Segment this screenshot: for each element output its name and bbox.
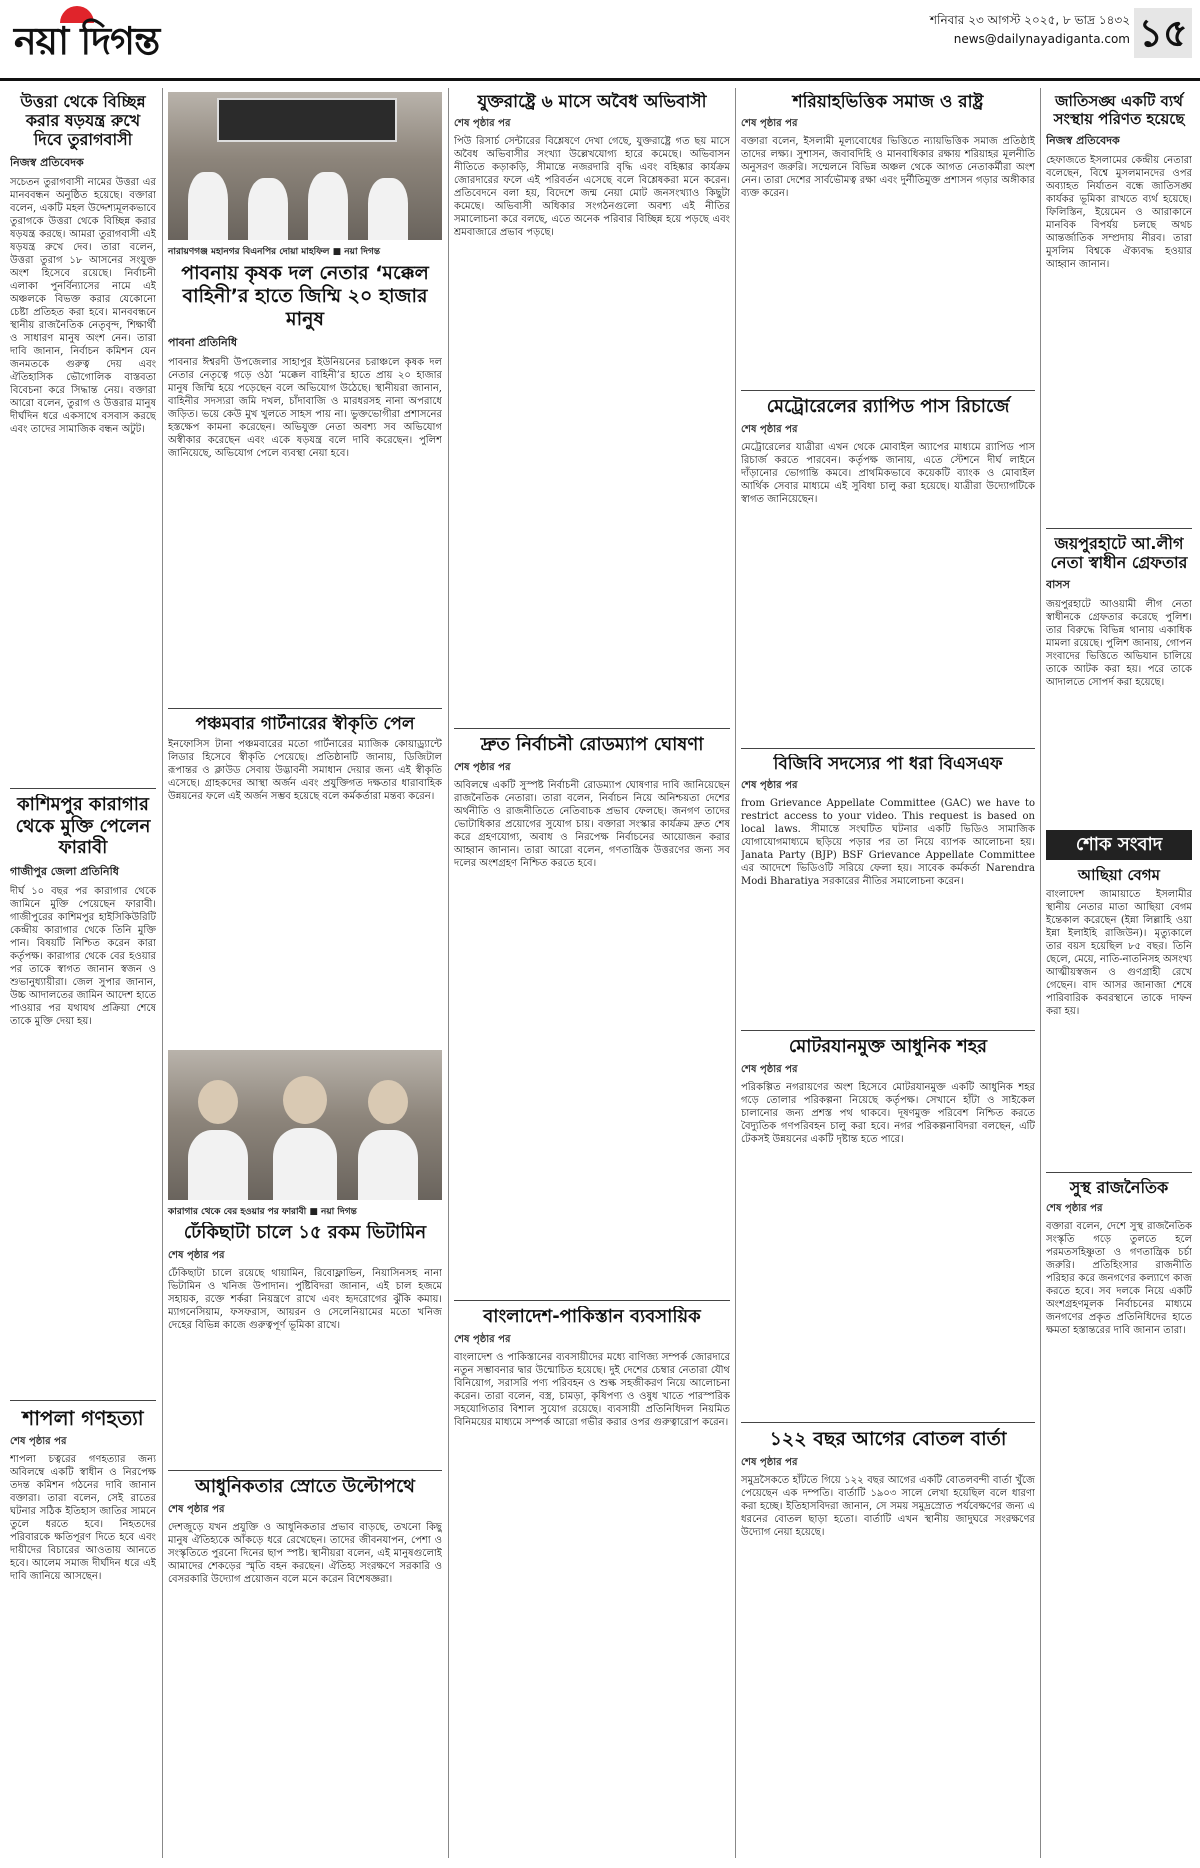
headline: ঢেঁকিছাটা চালে ১৫ রকম ভিটামিন xyxy=(183,1222,427,1243)
headline: আছিয়া বেগম xyxy=(1078,866,1160,884)
byline: গাজীপুর জেলা প্রতিনিধি xyxy=(10,864,119,878)
headline: আধুনিকতার স্রোতে উল্টোপথে xyxy=(195,1476,415,1497)
headline: পাবনায় কৃষক দল নেতার ‘মক্কেল বাহিনী’র হাতে জিম্মি ২০ হাজার মানুষ xyxy=(181,262,429,330)
article-body: ঢেঁকিছাটা চালে রয়েছে থায়ামিন, রিবোফ্লাভিন, নিয়াসিনসহ নানা ভিটামিন ও খনিজ উপাদান। পুষ্টিবিদরা জানান, এই চাল হজমে সহায়ক, রক্তে শর্করা নিয়ন্ত্রণে রাখে এবং হৃদরোগের ঝুঁকি কমায়। ম্যাগনেসিয়াম, ফসফরাস, আয়রন ও সেলেনিয়ামের মতো খনিজ দেহের বিভিন্ন কাজে গুরুত্বপূর্ণ ভূমিকা রাখে। xyxy=(168,1267,442,1331)
photo-person xyxy=(368,178,408,240)
section-divider xyxy=(168,708,442,709)
section-divider xyxy=(168,1470,442,1471)
article-shapla xyxy=(10,1406,156,1858)
article-body: অবিলম্বে একটি সুস্পষ্ট নির্বাচনী রোডম্যাপ ঘোষণার দাবি জানিয়েছেন রাজনৈতিক নেতারা। তারা বলেন, নির্বাচন নিয়ে অনিশ্চয়তা দেশের অর্থনীতি ও রাজনীতিতে নেতিবাচক প্রভাব ফেলছে। জনগণ তাদের ভোটাধিকার প্রয়োগের সুযোগ চায়। বক্তারা সংস্কার কার্যক্রম দ্রুত শেষ করে গ্রহণযোগ্য, অবাধ ও নিরপেক্ষ নির্বাচনের আয়োজন করার আহ্বান জানান। তারা আরো বলেন, গণতান্ত্রিক উত্তরণের জন্য সব দলের অংশগ্রহণ নিশ্চিত করতে হবে। xyxy=(454,779,730,869)
headline: মোটরযানমুক্ত আধুনিক শহর xyxy=(788,1036,988,1057)
article-body: দেশজুড়ে যখন প্রযুক্তি ও আধুনিকতার প্রভাব বাড়ছে, তখনো কিছু মানুষ ঐতিহ্যকে আঁকড়ে ধরে রেখেছেন। তাদের জীবনযাপন, পেশা ও সংস্কৃতিতে পুরনো দিনের ছাপ স্পষ্ট। স্থানীয়রা বলেন, এই মানুষগুলোই আমাদের শেকড়ের স্মৃতি বহন করছেন। ঐতিহ্য সংরক্ষণে সরকারি ও বেসরকারি উদ্যোগ প্রয়োজন বলে মনে করেন বিশেষজ্ঞরা। xyxy=(168,1521,442,1585)
byline: বাসস xyxy=(1046,578,1070,592)
photo-person xyxy=(308,172,348,240)
article-body: বাংলাদেশ ও পাকিস্তানের ব্যবসায়ীদের মধ্যে বাণিজ্য সম্পর্ক জোরদারে নতুন সম্ভাবনার দ্বার উন্মোচিত হয়েছে। দুই দেশের চেম্বার নেতারা যৌথ বিনিয়োগ, সরাসরি পণ্য পরিবহন ও শুল্ক সহজীকরণ নিয়ে আলোচনা করেন। তারা বলেন, বস্ত্র, চামড়া, কৃষিপণ্য ও ওষুধ খাতে পারস্পরিক সহযোগিতার বিশাল সুযোগ রয়েছে। ব্যবসায়ী প্রতিনিধিদল নিয়মিত বিনিময়ের মাধ্যমে সম্পর্ক আরো গভীর করার ওপর গুরুত্বারোপ করেন। xyxy=(454,1351,730,1428)
section-divider xyxy=(10,1400,156,1401)
headline: জয়পুরহাটে আ.লীগ নেতা স্বাধীন গ্রেফতার xyxy=(1050,534,1188,573)
article-adhunikota xyxy=(168,1476,442,1858)
article-body: জয়পুরহাটে আওয়ামী লীগ নেতা স্বাধীনকে গ্রেফতার করেছে পুলিশ। তার বিরুদ্ধে বিভিন্ন থানায় একাধিক মামলা রয়েছে। পুলিশ জানায়, গোপন সংবাদের ভিত্তিতে অভিযান চালিয়ে তাকে আটক করা হয়। পরে তাকে আদালতে সোপর্দ করা হয়েছে। xyxy=(1046,599,1192,689)
section-divider xyxy=(10,788,156,789)
article-body: পাবনার ঈশ্বরদী উপজেলার সাহাপুর ইউনিয়নের চরাঞ্চলে কৃষক দল নেতার নেতৃত্বে গড়ে ওঠা ‘মক্কেল বাহিনী’র হাতে প্রায় ২০ হাজার মানুষ জিম্মি হয়ে পড়েছেন বলে অভিযোগ উঠেছে। স্থানীয়রা জানান, বাহিনীর সদস্যরা জমি দখল, চাঁদাবাজি ও মারধরসহ নানা অপরাধে জড়িত। ভয়ে কেউ মুখ খুলতে সাহস পায় না। ভুক্তভোগীরা প্রশাসনের হস্তক্ষেপ কামনা করেছেন। অভিযুক্ত নেতা অবশ্য সব অভিযোগ অস্বীকার করেছেন এবং একে ষড়যন্ত্র বলে দাবি করেছেন। পুলিশ জানিয়েছে, অভিযোগ পেলে ব্যবস্থা নেয়া হবে। xyxy=(168,357,442,460)
headline: বিজিবি সদস্যের পা ধরা বিএসএফ xyxy=(773,754,1003,774)
article-obituary xyxy=(1046,866,1192,1166)
article-bottle-message xyxy=(741,1428,1035,1858)
issue-date: শনিবার ২৩ আগস্ট ২০২৫, ৮ ভাদ্র ১৪৩২ xyxy=(929,13,1130,27)
article-joypurhat-arrest xyxy=(1046,534,1192,824)
article-body: সচেতন তুরাগবাসী নামের উত্তরা এর মানববন্ধন অনুষ্ঠিত হয়েছে। বক্তারা বলেন, একটি মহল উদ্দেশ্যমূলকভাবে তুরাগকে উত্তরা থেকে বিচ্ছিন্ন করার ষড়যন্ত্র করছে। আমরা তুরাগবাসী এই ষড়যন্ত্র রুখে দেব। তারা বলেন, উত্তরা তুরাগ ১৮ আসনের সংযুক্ত অংশ হিসেবে রয়েছে। নির্বাচনী এলাকা পুনর্বিন্যাসের নামে এই অঞ্চলকে বিভক্ত করার যেকোনো চেষ্টা প্রতিহত করা হবে। মানববন্ধনে স্থানীয় রাজনৈতিক নেতৃবৃন্দ, শিক্ষার্থী ও সাধারণ মানুষ অংশ নেন। তারা দাবি জানান, নির্বাচন কমিশন যেন জনমতকে গুরুত্ব দেয় এবং ঐতিহাসিক ভৌগোলিক বাস্তবতা বিবেচনা করে সিদ্ধান্ত নেয়। বক্তারা আরো বলেন, তুরাগ ও উত্তরার মানুষ দীর্ঘদিন ধরে একসাথে বসবাস করছে এবং তাদের সামাজিক বন্ধন অটুট। xyxy=(10,176,156,435)
photo-person xyxy=(198,1080,238,1124)
headline: সুস্থ রাজনৈতিক xyxy=(1069,1178,1169,1197)
column-divider xyxy=(1040,88,1041,1858)
article-body: পরিকল্পিত নগরায়ণের অংশ হিসেবে মোটরযানমুক্ত একটি আধুনিক শহর গড়ে তোলার পরিকল্পনা নিয়েছে কর্তৃপক্ষ। সেখানে হাঁটা ও সাইকেল চালানোর জন্য প্রশস্ত পথ থাকবে। দূষণমুক্ত পরিবেশ নিশ্চিত করতে বৈদ্যুতিক গণপরিবহন চালু করা হবে। নগর পরিকল্পনাবিদরা বলছেন, এটি টেকসই উন্নয়নের একটি দৃষ্টান্ত হতে পারে। xyxy=(741,1081,1035,1145)
article-body: বক্তারা বলেন, ইসলামী মূল্যবোধের ভিত্তিতে ন্যায়ভিত্তিক সমাজ প্রতিষ্ঠাই তাদের লক্ষ্য। সুশাসন, জবাবদিহি ও মানবাধিকার রক্ষায় শরিয়াহর মূলনীতি অনুসরণ জরুরি। সম্মেলনে বিভিন্ন অঞ্চল থেকে আগত নেতাকর্মীরা অংশ নেন। তারা দেশের সার্বভৌমত্ব রক্ষা এবং দুর্নীতিমুক্ত প্রশাসন গড়ার অঙ্গীকার ব্যক্ত করেন। xyxy=(741,136,1035,200)
section-divider xyxy=(741,748,1035,749)
continuation-label: শেষ পৃষ্ঠার পর xyxy=(168,1503,225,1515)
article-election-roadmap xyxy=(454,734,730,1294)
photo-doa-mahfil xyxy=(168,92,442,240)
headline: উত্তরা থেকে বিচ্ছিন্ন করার ষড়যন্ত্র রুখে দিবে তুরাগবাসী xyxy=(20,92,146,150)
article-body: বাংলাদেশ জামায়াতে ইসলামীর স্থানীয় নেতার মাতা আছিয়া বেগম ইন্তেকাল করেছেন (ইন্না লিল্লাহি ওয়া ইন্না ইলাইহি রাজিউন)। মৃত্যুকালে তার বয়স হয়েছিল ৮৫ বছর। তিনি ছেলে, মেয়ে, নাতি-নাতনিসহ অসংখ্য আত্মীয়স্বজন ও গুণগ্রাহী রেখে গেছেন। বাদ আসর জানাজা শেষে পারিবারিক কবরস্থানে তাকে দাফন করা হয়। xyxy=(1046,889,1192,1017)
article-healthy-politics xyxy=(1046,1178,1192,1858)
continuation-label: শেষ পৃষ্ঠার পর xyxy=(741,1063,798,1075)
section-divider xyxy=(454,728,730,729)
article-turag xyxy=(10,92,156,780)
headline: পঞ্চমবার গার্টনারের স্বীকৃতি পেল xyxy=(195,714,415,734)
continuation-label: শেষ পৃষ্ঠার পর xyxy=(741,118,798,130)
continuation-label: শেষ পৃষ্ঠার পর xyxy=(454,118,511,130)
article-body: দীর্ঘ ১০ বছর পর কারাগার থেকে জামিনে মুক্তি পেয়েছেন ফারাবী। গাজীপুরের কাশিমপুর হাইসিকিউরিটি কেন্দ্রীয় কারাগার থেকে তিনি মুক্তি পান। বিষয়টি নিশ্চিত করেন কারা কর্তৃপক্ষ। কারাগার থেকে বের হওয়ার পর তাকে স্বাগত জানান স্বজন ও শুভানুধ্যায়ীরা। জেল সুপার জানান, উচ্চ আদালতের জামিন আদেশ হাতে পাওয়ার পর যথাযথ প্রক্রিয়া শেষে তাকে মুক্তি দেয়া হয়। xyxy=(10,885,156,1027)
photo-person xyxy=(188,1130,248,1200)
continuation-label: শেষ পৃষ্ঠার পর xyxy=(168,1249,225,1261)
photo-caption: নারায়ণগঞ্জ মহানগর বিএনপির দোয়া মাহফিল ■ নয়া দিগন্ত xyxy=(168,247,381,257)
continuation-label: শেষ পৃষ্ঠার পর xyxy=(1046,1203,1103,1215)
column-divider xyxy=(448,88,449,1858)
article-un-failed xyxy=(1046,92,1192,522)
headline: শাপলা গণহত্যা xyxy=(22,1406,144,1430)
article-body: মেট্রোরেলের যাত্রীরা এখন থেকে মোবাইল অ্যাপের মাধ্যমে র‍্যাপিড পাস রিচার্জ করতে পারবেন। কর্তৃপক্ষ জানায়, এতে স্টেশনে দীর্ঘ লাইনে দাঁড়ানোর ভোগান্তি কমবে। প্রাথমিকভাবে কয়েকটি ব্যাংক ও মোবাইল আর্থিক সেবার মাধ্যমে এই সুবিধা চালু করা হয়েছে। যাত্রীরা উদ্যোগটিকে স্বাগত জানিয়েছেন। xyxy=(741,441,1035,505)
headline: জাতিসঙ্ঘ একটি ব্যর্থ সংস্থায় পরিণত হয়েছে xyxy=(1053,92,1185,128)
article-usa-immigrants xyxy=(454,92,730,722)
byline: নিজস্ব প্রতিবেদক xyxy=(10,155,84,169)
section-divider xyxy=(741,390,1035,391)
article-body: শাপলা চত্বরের গণহত্যার জন্য অবিলম্বে একটি স্বাধীন ও নিরপেক্ষ তদন্ত কমিশন গঠনের দাবি জানান বক্তারা। তারা বলেন, সেই রাতের ঘটনার সঠিক ইতিহাস জাতির সামনে তুলে ধরতে হবে। নিহতদের পরিবারকে ক্ষতিপূরণ দিতে হবে এবং দায়ীদের বিচারের আওতায় আনতে হবে। আলেম সমাজ দীর্ঘদিন ধরে এই দাবি জানিয়ে আসছেন। xyxy=(10,1454,156,1582)
photo-person xyxy=(368,1080,408,1124)
continuation-label: শেষ পৃষ্ঠার পর xyxy=(454,761,511,773)
continuation-label: শেষ পৃষ্ঠার পর xyxy=(741,423,798,435)
masthead xyxy=(0,0,1200,81)
continuation-label: শেষ পৃষ্ঠার পর xyxy=(10,1436,67,1447)
headline: মেট্রোরেলের র‍্যাপিড পাস রিচার্জে xyxy=(766,396,1010,417)
section-divider xyxy=(1046,1172,1192,1173)
article-pabna xyxy=(168,262,442,702)
photo-person xyxy=(248,178,288,240)
byline: নিজস্ব প্রতিবেদক xyxy=(1046,134,1120,147)
article-car-free-city xyxy=(741,1036,1035,1416)
article-metro-rapid-pass xyxy=(741,396,1035,742)
photo-banner xyxy=(217,98,396,142)
article-shariah xyxy=(741,92,1035,384)
article-dhekichata xyxy=(168,1222,442,1462)
article-gartner xyxy=(168,714,442,1044)
section-divider xyxy=(1046,528,1192,529)
headline: শরিয়াহভিত্তিক সমাজ ও রাষ্ট্র xyxy=(792,92,984,112)
photo-person xyxy=(188,172,228,240)
news-email: news@dailynayadiganta.com xyxy=(953,32,1130,46)
photo-caption: কারাগার থেকে বের হওয়ার পর ফারাবী ■ নয়া দিগন্ত xyxy=(168,1207,357,1217)
column-divider xyxy=(735,88,736,1858)
obituary-header: শোক সংবাদ xyxy=(1046,830,1192,860)
column-divider xyxy=(162,88,163,1858)
article-body: বক্তারা বলেন, দেশে সুস্থ রাজনৈতিক সংস্কৃতি গড়ে তুলতে হলে পরমতসহিষ্ণুতা ও গণতান্ত্রিক চর্চা জরুরি। প্রতিহিংসার রাজনীতি পরিহার করে জনগণের কল্যাণে কাজ করতে হবে। সব দলকে নিয়ে একটি অংশগ্রহণমূলক নির্বাচনের মাধ্যমে জনগণের প্রকৃত প্রতিনিধিদের হাতে ক্ষমতা হস্তান্তরের দাবি জানান তারা। xyxy=(1046,1221,1192,1337)
section-divider xyxy=(741,1422,1035,1423)
photo-person xyxy=(358,1130,418,1200)
article-body: হেফাজতে ইসলামের কেন্দ্রীয় নেতারা বলেছেন, বিশ্বে মুসলমানদের ওপর অব্যাহত নির্যাতন বন্ধে জাতিসঙ্ঘ কার্যকর ভূমিকা রাখতে ব্যর্থ হয়েছে। ফিলিস্তিন, ইয়েমেন ও আরাকানে মানবিক বিপর্যয় চলছে অথচ আন্তর্জাতিক সম্প্রদায় নীরব। তারা মুসলিম বিশ্বকে ঐক্যবদ্ধ হওয়ার আহ্বান জানান। xyxy=(1046,155,1192,270)
article-body: from Grievance Appellate Committee (GAC) we have to restrict access to your video. This request is based on local laws. সীমান্তে সংঘটিত ঘটনার একটি ভিডিও সামাজিক যোগাযোগমাধ্যমে ছড়িয়ে পড়ার পর তা নিয়ে ব্যাপক আলোচনা হয়। Janata Party (BJP) BSF Grievance Appellate Committee এর আদেশে ভিডিওটি সরিয়ে ফেলা হয়। সাবেক কর্মকর্তা Narendra Modi Bharatiya সরকারের নীতির সমালোচনা করেন। xyxy=(741,798,1035,888)
article-body: সমুদ্রসৈকতে হাঁটতে গিয়ে ১২২ বছর আগের একটি বোতলবন্দী বার্তা খুঁজে পেয়েছেন এক দম্পতি। বার্তাটি ১৯০৩ সালে লেখা হয়েছিল বলে ধারণা করা হচ্ছে। ইতিহাসবিদরা জানান, সে সময় সমুদ্রস্রোত পর্যবেক্ষণের জন্য এ ধরনের বোতল ছাড়া হতো। বার্তাটি এখন স্থানীয় জাদুঘরে সংরক্ষণের উদ্যোগ নেয়া হয়েছে। xyxy=(741,1474,1035,1538)
article-body: পিউ রিসার্চ সেন্টারের বিশ্লেষণে দেখা গেছে, যুক্তরাষ্ট্রে গত ছয় মাসে অবৈধ অভিবাসীর সংখ্যা উল্লেখযোগ্য হারে কমেছে। অভিবাসন নীতিতে কড়াকড়ি, সীমান্তে নজরদারি বৃদ্ধি এবং বহিষ্কার কার্যক্রম জোরদারের ফলে এই পরিবর্তন এসেছে বলে বিশ্লেষকরা মনে করেন। প্রতিবেদনে বলা হয়, বিদেশে জন্ম নেয়া মোট জনসংখ্যাও কিছুটা কমেছে। অভিবাসী অধিকার সংগঠনগুলো অবশ্য এই নীতির সমালোচনা করে বলছে, এতে অনেক পরিবার বিচ্ছিন্ন হয়ে পড়ছে এবং শ্রমবাজারে প্রভাব পড়ছে। xyxy=(454,136,730,239)
photo-person xyxy=(283,1076,327,1124)
headline: দ্রুত নির্বাচনী রোডম্যাপ ঘোষণা xyxy=(480,734,704,755)
photo-person xyxy=(273,1128,337,1200)
photo-farabi-release xyxy=(168,1050,442,1200)
section-divider xyxy=(454,1300,730,1301)
continuation-label: শেষ পৃষ্ঠার পর xyxy=(454,1333,511,1345)
article-bgb-bsf xyxy=(741,754,1035,1024)
section-divider xyxy=(741,1030,1035,1031)
headline: বাংলাদেশ-পাকিস্তান ব্যবসায়িক xyxy=(483,1306,701,1327)
continuation-label: শেষ পৃষ্ঠার পর xyxy=(741,780,798,792)
article-farabi xyxy=(10,794,156,1394)
newspaper-logo: নয়া দিগন্ত xyxy=(14,19,160,63)
page-number: ১৫ xyxy=(1134,8,1192,58)
byline: পাবনা প্রতিনিধি xyxy=(168,336,238,350)
headline: কাশিমপুর কারাগার থেকে মুক্তি পেলেন ফারাবী xyxy=(15,794,151,859)
article-body: ইনফোসিস টানা পঞ্চমবারের মতো গার্টনারের ম্যাজিক কোয়াড্র্যান্টে লিডার হিসেবে স্বীকৃতি পেয়েছে। প্রতিষ্ঠানটি জানায়, ডিজিটাল রূপান্তর ও ক্লাউড সেবায় উদ্ভাবনী সমাধান দেয়ার জন্য এই স্বীকৃতি এসেছে। গ্রাহকদের আস্থা অর্জন এবং প্রযুক্তিগত দক্ষতার ধারাবাহিক উন্নয়নের ফলে এই অর্জন সম্ভব হয়েছে বলে কর্মকর্তারা মন্তব্য করেন। xyxy=(168,739,442,803)
article-bd-pak-business xyxy=(454,1306,730,1858)
headline: ১২২ বছর আগের বোতল বার্তা xyxy=(769,1428,1007,1450)
headline: যুক্তরাষ্ট্রে ৬ মাসে অবৈধ অভিবাসী xyxy=(477,92,707,112)
continuation-label: শেষ পৃষ্ঠার পর xyxy=(741,1456,798,1468)
